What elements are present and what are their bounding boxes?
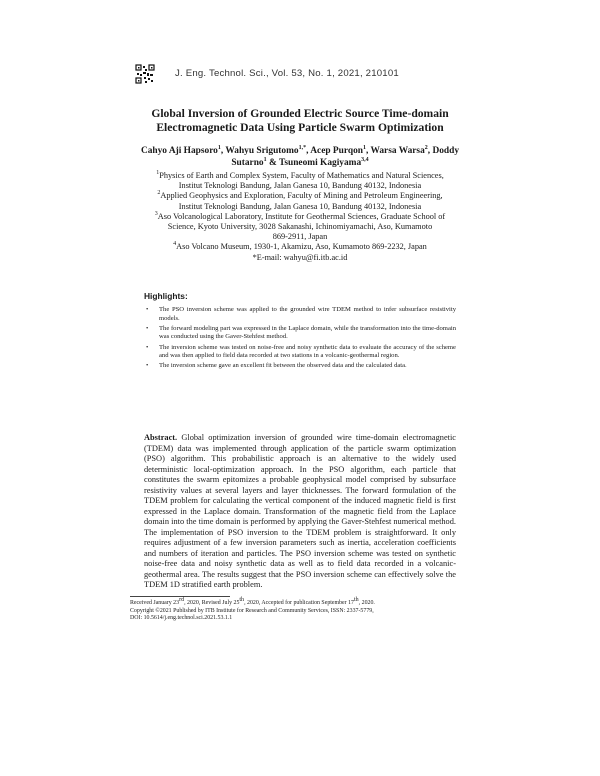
bullet-icon: • (146, 324, 149, 332)
author-separator: , (427, 146, 433, 156)
affiliation-mark: 3 (154, 211, 158, 218)
affiliation-line: Aso Volcanological Laboratory, Institute for Geothermal Sciences, Graduate School of (157, 211, 446, 221)
bullet-icon: • (146, 343, 149, 351)
highlight-item (144, 325, 456, 342)
author-separator: , (365, 146, 371, 156)
highlight-item (144, 344, 456, 361)
author-name: Doddy Sutarno (231, 146, 460, 168)
bullet-icon: • (146, 306, 149, 313)
highlight-text: The inversion scheme was tested on noise-free and noisy synthetic data to evaluate the accuracy of the scheme and was then applied to field data recorded at two stations in a volcanic-geothermal region. (159, 343, 456, 360)
highlight-item (144, 306, 456, 323)
received-dates (130, 597, 480, 608)
affiliations (135, 171, 465, 263)
affiliation-4 (135, 242, 465, 252)
paper-title-line-1: Global Inversion of Grounded Electric Source Time-domain (151, 107, 449, 120)
affiliation-line: Institut Teknologi Bandung, Jalan Ganesa 10, Bandung 40132, Indonesia (178, 181, 422, 191)
paper-title-line-2: Electromagnetic Data Using Particle Swarm Optimization (156, 121, 444, 134)
affiliation-line: 869-2911, Japan (272, 232, 328, 242)
copyright-line: Copyright ©2021 Published by ITB Institute for Research and Community Services, ISSN: 2337-5779, (130, 607, 374, 614)
highlight-item (144, 362, 456, 371)
author-list (125, 145, 475, 169)
author-name: Wahyu Srigutomo (225, 146, 299, 156)
ordinal-mark: th (354, 597, 359, 604)
journal-header: J. Eng. Technol. Sci., Vol. 53, No. 1, 2021, 210101 (175, 68, 399, 79)
affiliation-3 (135, 212, 465, 222)
author-separator: , (306, 146, 311, 156)
highlights-heading: Highlights: (144, 291, 188, 301)
author-affil-mark: 1 (263, 156, 267, 163)
affiliation-line: Applied Geophysics and Exploration, Faculty of Mining and Petroleum Engineering, (160, 191, 443, 201)
author-affil-mark: 1 (217, 144, 221, 151)
affiliation-line: Aso Volcano Museum, 1930-1, Akamizu, Aso, Kumamoto 869-2232, Japan (176, 242, 427, 252)
corresponding-email[interactable]: *E-mail: wahyu@fi.itb.ac.id (252, 252, 348, 262)
ordinal-mark: rd (179, 597, 185, 604)
journal-qr-logo (135, 64, 155, 84)
author-affil-mark: 1,* (298, 144, 307, 151)
date-text: , 2020, Accepted for publication September 17 (244, 600, 354, 606)
affiliation-mark: 2 (157, 190, 161, 197)
affiliation-1 (135, 171, 465, 181)
date-text: Received January 23 (130, 600, 180, 606)
footer-notes (130, 597, 480, 623)
bullet-icon: • (146, 362, 149, 370)
paper-title (130, 107, 470, 135)
highlight-text: The forward modeling part was expressed in the Laplace domain, while the transformation into the time-domain was conducted using the Gaver-Stehfest method. (159, 324, 456, 341)
affiliation-2 (135, 191, 465, 201)
affiliation-line: Science, Kyoto University, 3028 Sakanashi, Ichinomiyamachi, Aso, Kumamoto (167, 222, 433, 232)
author-name: Warsa Warsa (370, 146, 425, 156)
highlight-text: The PSO inversion scheme was applied to the grounded wire TDEM method to infer subsurface resistivity models. (159, 306, 456, 322)
author-affil-mark: 1 (362, 144, 366, 151)
affiliation-mark: 1 (156, 170, 160, 177)
highlights-list (144, 306, 456, 373)
author-affil-mark: 2 (424, 144, 428, 151)
author-separator: , (220, 146, 226, 156)
abstract-label: Abstract. (144, 433, 178, 442)
ordinal-mark: th (239, 597, 245, 604)
author-affil-mark: 3,4 (361, 156, 369, 163)
abstract (144, 433, 456, 591)
doi-line[interactable]: DOI: 10.5614/j.eng.technol.sci.2021.53.1.1 (130, 615, 233, 622)
affiliation-line: Institut Teknologi Bandung, Jalan Ganesa 10, Bandung 40132, Indonesia (178, 201, 422, 211)
affiliation-mark: 4 (173, 241, 177, 248)
abstract-text: Global optimization inversion of grounded wire time-domain electromagnetic (TDEM) data was implemented through application of the particle swarm optimization (PSO) algorithm. This probabilistic approach is an alternative to the widely used deterministic local-optimization approach. In the PSO algorithm, each particle that constitutes the swarm epitomizes a probable geophysical model comprised by subsurface resistivity values at several layers and layer thicknesses. The forward formulation of the TDEM problem for calculating the vertical component of the induced magnetic field is first expressed in the Laplace domain. Transformation of the magnetic field from the Laplace domain into the time domain is performed by applying the Gaver-Stehfest numerical method. The implementation of PSO inversion to the TDEM problem is straightforward. It only requires adjustment of a few inversion parameters such as inertia, acceleration coefficients and numbers of iteration and particles. The PSO inversion scheme was tested on synthetic noise-free data and noisy synthetic data as well as to field data recorded in a volcanic-geothermal area. The results suggest that the PSO inversion scheme can effectively solve the TDEM 1D stratified earth problem. (144, 433, 456, 589)
date-text: , 2020. (358, 600, 375, 606)
date-text: , 2020, Revised July 25 (184, 600, 240, 606)
author-name: Acep Purqon (310, 146, 363, 156)
affiliation-line: Physics of Earth and Complex System, Faculty of Mathematics and Natural Sciences, (159, 171, 444, 180)
author-name: Tsuneomi Kagiyama (278, 158, 362, 168)
author-separator: & (266, 158, 279, 168)
highlight-text: The inversion scheme gave an excellent fit between the observed data and the calculated data. (159, 362, 407, 370)
author-name: Cahyo Aji Hapsoro (140, 146, 218, 156)
